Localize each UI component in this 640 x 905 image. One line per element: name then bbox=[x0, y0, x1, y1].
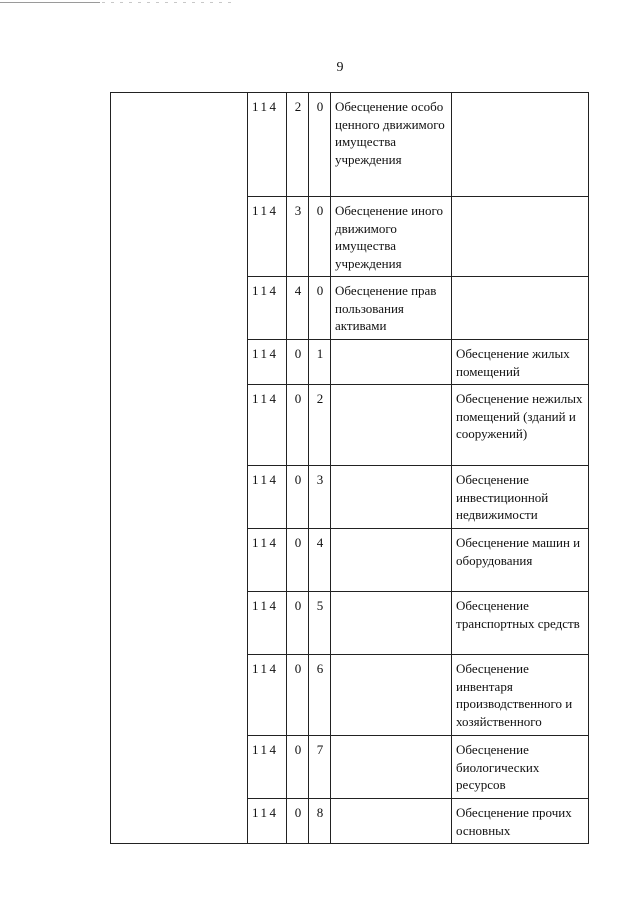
subcode2-cell: 5 bbox=[309, 592, 331, 655]
subcode2-cell: 2 bbox=[309, 385, 331, 466]
account-code-cell: 114 bbox=[248, 736, 287, 799]
subcode2-cell: 7 bbox=[309, 736, 331, 799]
item-name-cell: Обесценение прочих основных bbox=[452, 799, 589, 844]
account-codes-table bbox=[110, 92, 589, 844]
group-name-cell: Обесценение особо ценного движимого имущества учреждения bbox=[331, 93, 452, 197]
subcode2-cell: 3 bbox=[309, 466, 331, 529]
group-name-cell bbox=[331, 799, 452, 844]
subcode-cell: 0 bbox=[287, 655, 309, 736]
item-name-cell bbox=[452, 277, 589, 340]
subcode2-cell: 0 bbox=[309, 93, 331, 197]
item-name-cell bbox=[452, 93, 589, 197]
scan-edge-line bbox=[0, 2, 100, 3]
subcode-cell: 0 bbox=[287, 385, 309, 466]
subcode-cell: 4 bbox=[287, 277, 309, 340]
group-name-cell bbox=[331, 529, 452, 592]
account-code-cell: 114 bbox=[248, 277, 287, 340]
group-name-cell bbox=[331, 466, 452, 529]
account-code-cell: 114 bbox=[248, 799, 287, 844]
page-number: 9 bbox=[336, 60, 344, 75]
item-name-cell: Обесценение биологических ресурсов bbox=[452, 736, 589, 799]
item-name-cell: Обесценение нежилых помещений (зданий и сооружений) bbox=[452, 385, 589, 466]
subcode-cell: 0 bbox=[287, 736, 309, 799]
account-code-cell: 114 bbox=[248, 592, 287, 655]
subcode2-cell: 4 bbox=[309, 529, 331, 592]
item-name-cell: Обесценение машин и оборудования bbox=[452, 529, 589, 592]
group-name-cell bbox=[331, 385, 452, 466]
subcode-cell: 3 bbox=[287, 197, 309, 277]
item-name-cell bbox=[452, 197, 589, 277]
group-name-cell bbox=[331, 655, 452, 736]
group-name-cell bbox=[331, 340, 452, 385]
group-name-cell bbox=[331, 592, 452, 655]
item-name-cell: Обесценение инвестиционной недвижимости bbox=[452, 466, 589, 529]
account-code-cell: 114 bbox=[248, 197, 287, 277]
account-code-cell: 114 bbox=[248, 385, 287, 466]
subcode-cell: 0 bbox=[287, 466, 309, 529]
group-name-cell bbox=[331, 736, 452, 799]
subcode2-cell: 0 bbox=[309, 277, 331, 340]
account-code-cell: 114 bbox=[248, 340, 287, 385]
account-code-cell: 114 bbox=[248, 655, 287, 736]
subcode-cell: 0 bbox=[287, 340, 309, 385]
subcode2-cell: 0 bbox=[309, 197, 331, 277]
item-name-cell: Обесценение транспортных средств bbox=[452, 592, 589, 655]
subcode2-cell: 6 bbox=[309, 655, 331, 736]
group-name-cell: Обесценение прав пользования активами bbox=[331, 277, 452, 340]
account-code-cell: 114 bbox=[248, 529, 287, 592]
subcode-cell: 2 bbox=[287, 93, 309, 197]
account-code-cell: 114 bbox=[248, 93, 287, 197]
group-name-cell: Обесценение иного движимого имущества учреждения bbox=[331, 197, 452, 277]
item-name-cell: Обесценение инвентаря производственного и хозяйственного bbox=[452, 655, 589, 736]
subcode-cell: 0 bbox=[287, 799, 309, 844]
subcode2-cell: 1 bbox=[309, 340, 331, 385]
table-row bbox=[111, 93, 589, 197]
item-name-cell: Обесценение жилых помещений bbox=[452, 340, 589, 385]
blank-column-cell bbox=[111, 93, 248, 844]
account-code-cell: 114 bbox=[248, 466, 287, 529]
scan-edge-dots bbox=[102, 2, 232, 3]
subcode2-cell: 8 bbox=[309, 799, 331, 844]
subcode-cell: 0 bbox=[287, 529, 309, 592]
subcode-cell: 0 bbox=[287, 592, 309, 655]
